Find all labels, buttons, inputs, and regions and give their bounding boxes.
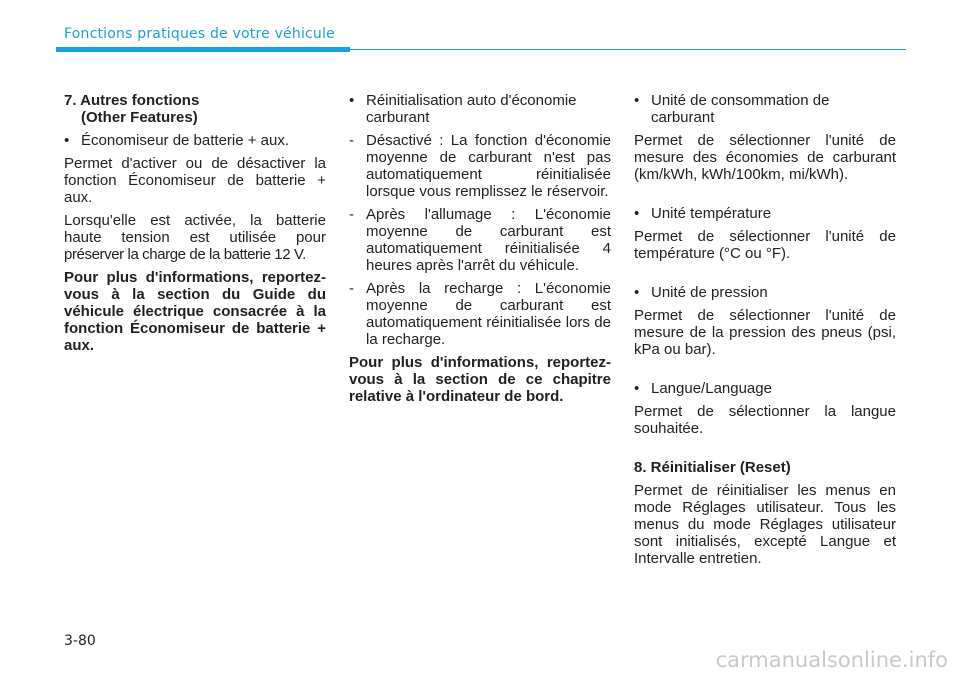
column-middle <box>349 92 611 411</box>
bullet-item: • Unité de consommation de carburant <box>634 92 896 126</box>
reference-note: Pour plus d'informations, reportez-vous à la section du Guide du véhicule électrique consacrée à la fonction Économiseur de batterie + aux. <box>64 269 326 354</box>
paragraph: Permet de sélectionner l'unité de mesure de la pression des pneus (psi, kPa ou bar). <box>634 307 896 358</box>
paragraph-line: préserver la charge de la batterie 12 V. <box>64 246 306 263</box>
bullet-item: • Réinitialisation auto d'économie carburant <box>349 92 611 126</box>
paragraph: Permet de réinitialiser les menus en mode Réglages utilisateur. Tous les menus du mode Réglages utilisateur sont initialisés, excepté Langue et Intervalle entretien. <box>634 482 896 567</box>
dash-item: - Désactivé : La fonction d'économie moyenne de carburant n'est pas automatiquement réinitialisée lorsque vous remplissez le réservoir. <box>349 132 611 200</box>
header-rule <box>350 49 906 50</box>
section-heading-title: 7. Autres fonctions <box>64 92 200 109</box>
section-heading: 8. Réinitialiser (Reset) <box>634 459 791 476</box>
page-number: 3-80 <box>64 633 96 649</box>
dash-item: - Après l'allumage : L'économie moyenne de carburant est automatiquement réinitialisée 4 heures après l'arrêt du véhicule. <box>349 206 611 274</box>
paragraph-line: Lorsqu'elle est activée, la batterie haute tension est utilisée pour <box>64 212 326 246</box>
column-right <box>634 92 896 573</box>
bullet-item: • Unité température <box>634 205 896 222</box>
section-heading-subtitle: (Other Features) <box>81 109 198 126</box>
watermark: carmanualsonline.info <box>715 648 948 672</box>
reference-note: Pour plus d'informations, reportez-vous à la section de ce chapitre relative à l'ordinateur de bord. <box>349 354 611 405</box>
header-accent-bar <box>56 47 350 52</box>
paragraph: Permet de sélectionner la langue souhaitée. <box>634 403 896 437</box>
paragraph: Permet d'activer ou de désactiver la fonction Économiseur de batterie + aux. <box>64 155 326 206</box>
paragraph: Permet de sélectionner l'unité de mesure des économies de carburant (km/kWh, kWh/100km, mi/kWh). <box>634 132 896 183</box>
section-heading <box>64 92 326 126</box>
paragraph: Permet de sélectionner l'unité de température (°C ou °F). <box>634 228 896 262</box>
bullet-item: • Langue/Language <box>634 380 896 397</box>
page-header-title: Fonctions pratiques de votre véhicule <box>64 26 335 42</box>
paragraph <box>64 212 326 263</box>
bullet-item: • Économiseur de batterie + aux. <box>64 132 326 149</box>
dash-item: - Après la recharge : L'économie moyenne de carburant est automatiquement réinitialisée lors de la recharge. <box>349 280 611 348</box>
bullet-item: • Unité de pression <box>634 284 896 301</box>
column-left <box>64 92 326 360</box>
